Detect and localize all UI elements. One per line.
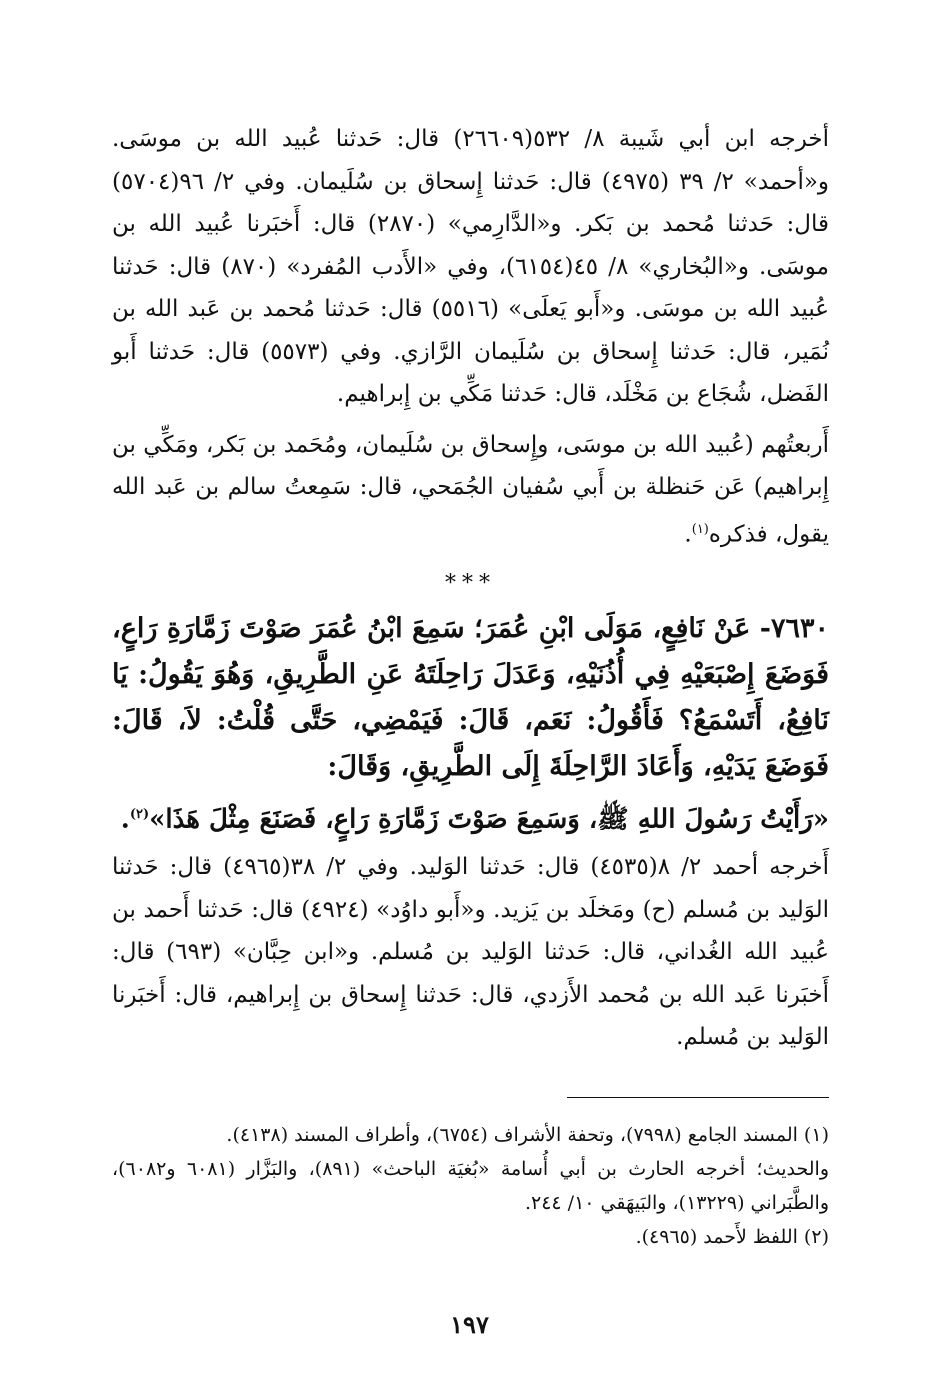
footnote-ref-2[interactable]: (٢) (129, 806, 150, 822)
narrators-paragraph (112, 424, 829, 556)
quote-end: . (120, 804, 130, 835)
hadith-sources-paragraph: أَخرجه أحمد ٢/ ٨(٤٥٣٥) قال: حَدثنا الوَليد. وفي ٢/ ٣٨(٤٩٦٥) قال: حَدثنا الوَليد بن مُسلم (ح) ومَخلَد بن يَزيد. و«أَبو داوُد» (٤٩٢٤) قال: حَدثنا أَحمد بن عُبيد الله الغُداني، قال: حَدثنا الوَليد بن مُسلم. و«ابن حِبَّان» (٦٩٣) قال: أَخبَرنا عَبد الله بن مُحمد الأَزدي، قال: حَدثنا إِسحاق بن إِبراهيم، قال: أَخبَرنا الوَليد بن مُسلم. (112, 854, 830, 1051)
footnote-1: (١) المسند الجامع (٧٩٩٨)، وتحفة الأشراف (٦٧٥٤)، وأطراف المسند (٤١٣٨). (226, 1124, 829, 1146)
hadith-quote (112, 792, 829, 843)
narrators-end: . (684, 521, 692, 548)
section-separator: *** (445, 570, 496, 596)
footnote-divider (567, 1097, 829, 1098)
footnote-ref-1[interactable]: (١) (691, 521, 709, 537)
footnote-1-continued: والحديث؛ أخرجه الحارث بن أبي أُسامة «بُغيَة الباحث» (٨٩١)، والبَزَّار (٦٠٨١ و٦٠٨٢)، والطَّبَراني (١٣٢٢٩)، والبَيهَقي ١٠/ ٢٤٤. (112, 1158, 829, 1214)
narrators-text: أَربعتُهم (عُبيد الله بن موسَى، وإِسحاق بن سُلَيمان، ومُحَمد بن بَكر، ومَكِّي بن إِبراهيم) عَن حَنظلة بن أَبي سُفيان الجُمَحي، قال: سَمِعتُ سالم بن عَبد الله يقول، فذكره (112, 431, 829, 548)
hadith-text: ٧٦٣٠- عَنْ نَافِعٍ، مَوَلَى ابْنِ عُمَرَ؛ سَمِعَ ابْنُ عُمَرَ صَوْتَ زَمَّارَةِ رَاعٍ، فَوَضَعَ إِصْبَعَيْهِ فِي أُذُنَيْهِ، وَعَدَلَ رَاحِلَتَهُ عَنِ الطَّرِيقِ، وَهُوَ يَقُولُ: يَا نَافِعُ، أَتَسْمَعُ؟ فَأَقُولُ: نَعَم، قَالَ: فَيَمْضِي، حَتَّى قُلْتُ: لاَ، قَالَ: فَوَضَعَ يَدَيْهِ، وَأَعَادَ الرَّاحِلَةَ إِلَى الطَّرِيقِ، وَقَالَ: (112, 612, 829, 782)
page-number: ١٩٧ (450, 1310, 489, 1339)
sources-paragraph: أخرجه ابن أبي شَيبة ٨/ ٥٣٢(٢٦٦٠٩) قال: حَدثنا عُبيد الله بن موسَى. و«أحمد» ٢/ ٣٩ (٤٩٧٥) قال: حَدثنا إِسحاق بن سُلَيمان. وفي ٢/ ٩٦(٥٧٠٤) قال: حَدثنا مُحمد بن بَكر. و«الدَّارِمي» (٢٨٧٠) قال: أَخبَرنا عُبيد الله بن موسَى. و«البُخاري» ٨/ ٤٥(٦١٥٤)، وفي «الأَدب المُفرد» (٨٧٠) قال: حَدثنا عُبيد الله بن موسَى. و«أَبو يَعلَى» (٥٥١٦) قال: حَدثنا مُحمد بن عَبد الله بن نُمَير، قال: حَدثنا إِسحاق بن سُلَيمان الرَّازي. وفي (٥٥٧٣) قال: حَدثنا أَبو الفَضل، شُجَاع بن مَخْلَد، قال: حَدثنا مَكِّي بن إِبراهيم. (112, 126, 830, 407)
footnote-2: (٢) اللفظ لأَحمد (٤٩٦٥). (635, 1226, 829, 1248)
footnotes (112, 1118, 829, 1254)
quote-text: «رَأَيْتُ رَسُولَ اللهِ ﷺ، وَسَمِعَ صَوْتَ زَمَّارَةِ رَاعٍ، فَصَنَعَ مِثْلَ هَذَا» (149, 804, 829, 835)
